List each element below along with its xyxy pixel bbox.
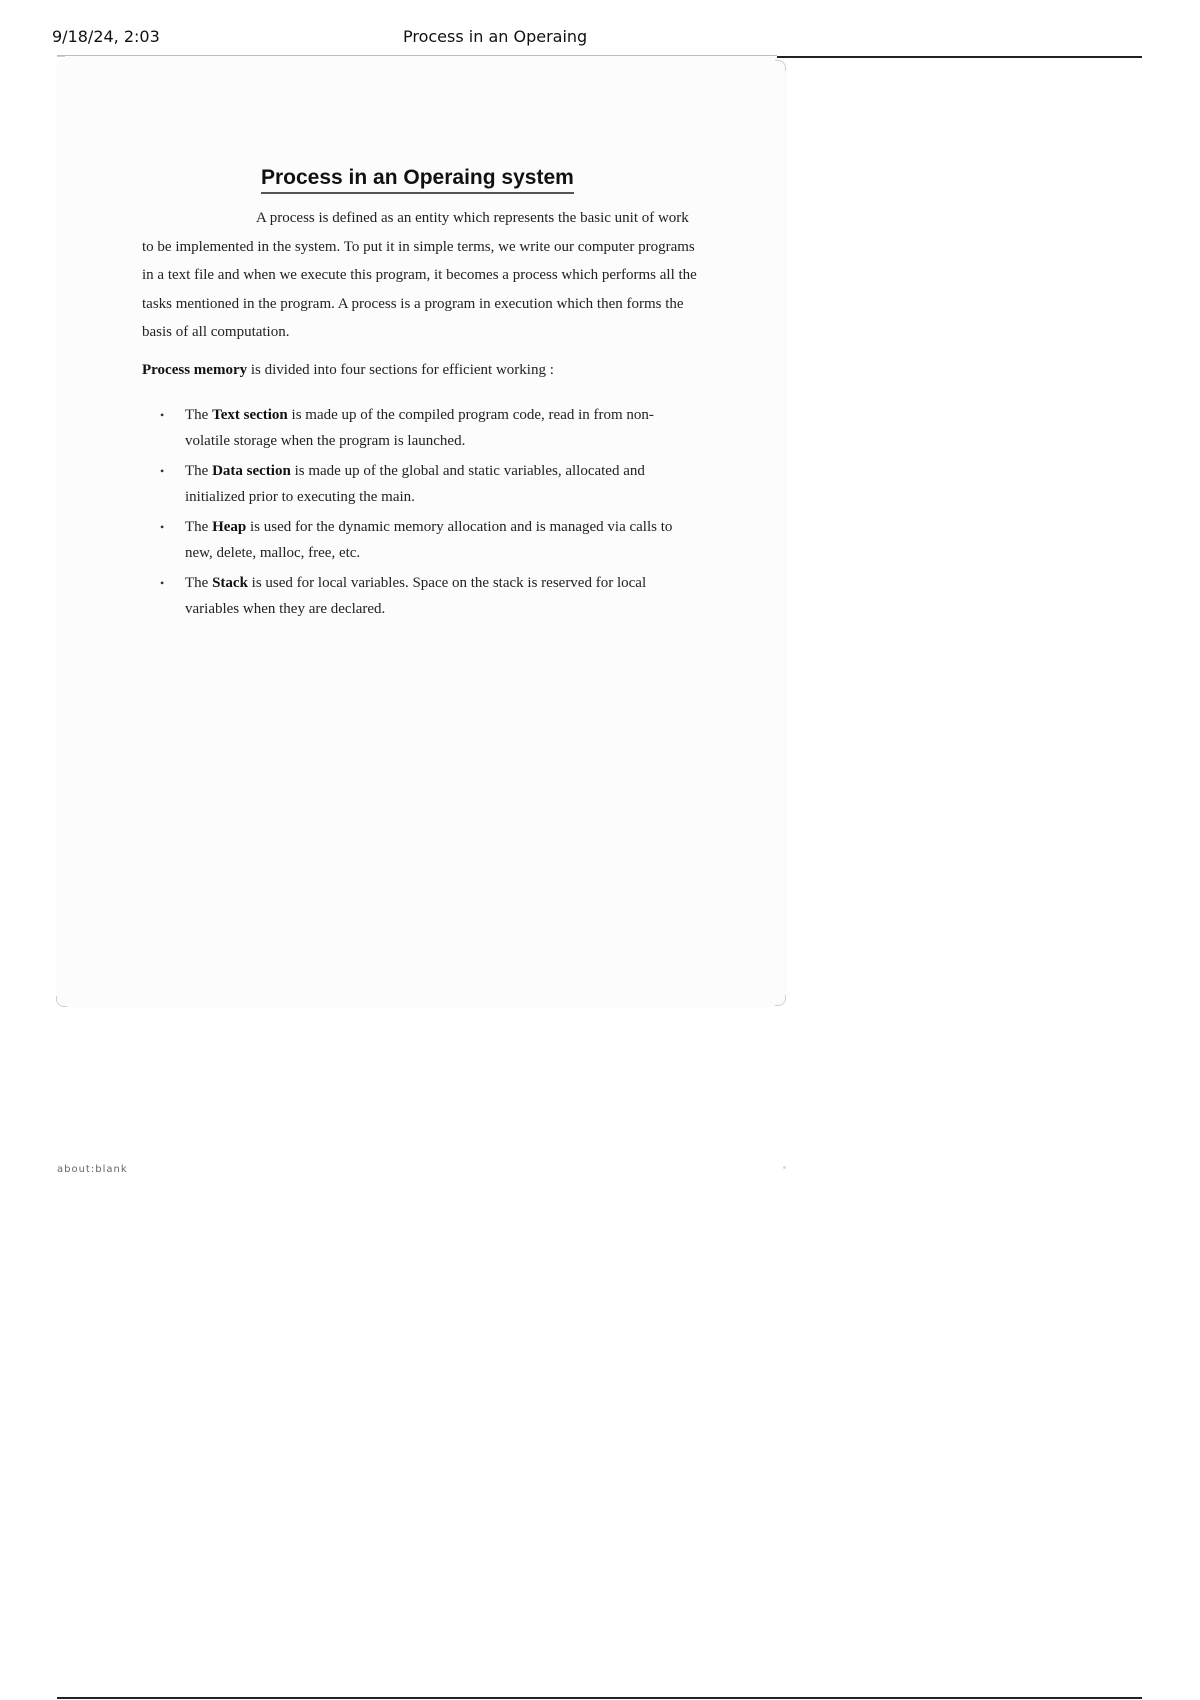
item-text: is made up of the compiled program code, read in from non-volatile storage when the program is launched. <box>185 406 654 449</box>
page-corner-mark <box>56 996 67 1007</box>
item-term: Data section <box>212 462 291 479</box>
bullet-icon: • <box>160 463 165 478</box>
item-term: Heap <box>212 518 247 535</box>
footer-marker <box>783 1166 786 1169</box>
memory-text: is divided into four sections for efficient working : <box>247 361 554 378</box>
item-prefix: The <box>185 406 213 423</box>
page-corner-mark <box>57 56 65 67</box>
list-item <box>160 402 685 455</box>
print-footer-url: about:blank <box>57 1164 128 1175</box>
list-item <box>160 514 685 567</box>
bullet-icon: • <box>160 519 165 534</box>
print-date: 9/18/24, 2:03 <box>52 27 160 46</box>
memory-sections-list <box>142 402 702 623</box>
page-corner-mark <box>775 60 786 71</box>
item-prefix: The <box>185 574 213 591</box>
list-item <box>160 458 685 511</box>
footer-divider <box>57 1697 1142 1699</box>
document-title: Process in an Operaing system <box>261 165 574 194</box>
item-term: Stack <box>212 574 248 591</box>
bullet-icon: • <box>160 575 165 590</box>
item-text: is used for the dynamic memory allocation and is managed via calls to new, delete, malloc, free, etc. <box>185 518 673 561</box>
item-text: is used for local variables. Space on the stack is reserved for local variables when they are declared. <box>185 574 647 617</box>
page-corner-mark <box>775 995 786 1006</box>
document-body <box>142 204 702 626</box>
bullet-icon: • <box>160 407 165 422</box>
header-divider-dark <box>777 56 1142 58</box>
print-header <box>0 0 1200 60</box>
header-divider-light <box>57 55 777 56</box>
memory-term: Process memory <box>142 361 248 378</box>
memory-paragraph <box>142 359 702 381</box>
item-prefix: The <box>185 518 213 535</box>
print-page-title: Process in an Operaing <box>403 27 588 46</box>
item-text: is made up of the global and static variables, allocated and initialized prior to executing the main. <box>185 462 645 505</box>
item-term: Text section <box>212 406 288 423</box>
item-prefix: The <box>185 462 213 479</box>
intro-paragraph: A process is defined as an entity which represents the basic unit of work to be implemented in the system. To put it in simple terms, we write our computer programs in a text file and when we execute this program, it becomes a process which performs all the tasks mentioned in the program. A process is a program in execution which then forms the basis of all computation. <box>142 210 697 340</box>
list-item <box>160 570 685 623</box>
